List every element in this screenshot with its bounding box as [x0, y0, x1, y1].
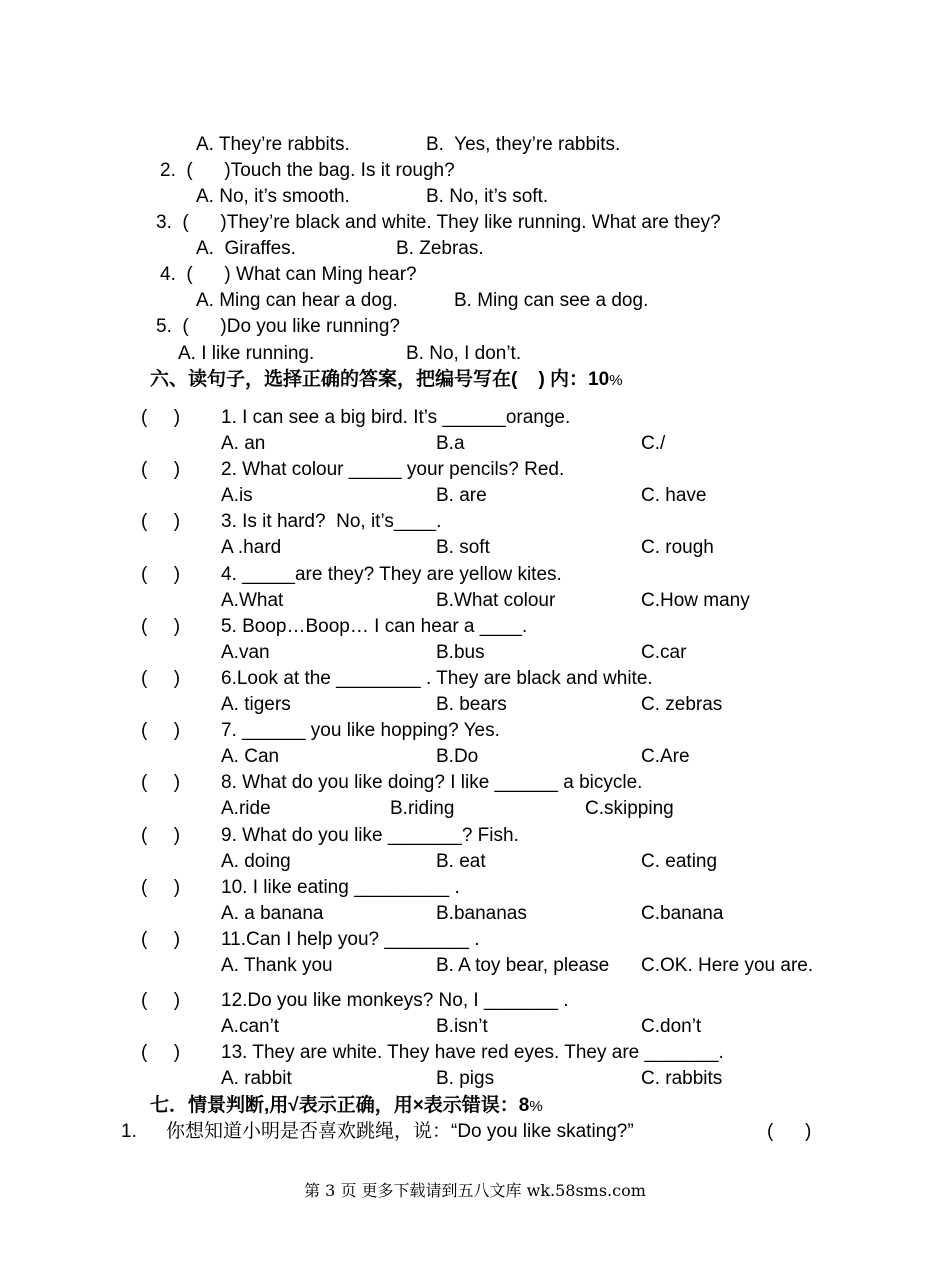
q4-option-a: A. Ming can hear a dog. — [196, 290, 398, 311]
option-b: B.Do — [436, 746, 479, 767]
option-b: B.riding — [390, 798, 455, 819]
q5-stem: 5. ( )Do you like running? — [156, 316, 400, 337]
option-c: C.OK. Here you are. — [641, 955, 814, 976]
option-b: B.What colour — [436, 590, 556, 611]
option-c: C. rough — [641, 537, 714, 558]
q5-option-b: B. No, I don’t. — [406, 343, 522, 364]
answer-paren: ( ) — [141, 668, 181, 689]
q3-option-b: B. Zebras. — [396, 238, 484, 259]
answer-paren: ( ) — [141, 720, 181, 741]
option-b: B.bus — [436, 642, 485, 663]
answer-paren: ( ) — [141, 407, 181, 428]
q4-option-b: B. Ming can see a dog. — [454, 290, 649, 311]
option-a: A.is — [221, 485, 253, 506]
option-c: C.banana — [641, 903, 724, 924]
option-c: C. zebras — [641, 694, 723, 715]
question-stem: 12.Do you like monkeys? No, I _______ . — [221, 990, 569, 1011]
section-6-heading-text: 六、读句子，选择正确的答案，把编号写在( ) 内：10 — [150, 369, 610, 390]
option-c: C. rabbits — [641, 1068, 723, 1089]
option-b: B. eat — [436, 851, 486, 872]
option-b: B. soft — [436, 537, 490, 558]
q5-option-a: A. I like running. — [178, 343, 315, 364]
question-stem: 4. _____are they? They are yellow kites. — [221, 564, 562, 585]
q2-option-a: A. No, it’s smooth. — [196, 186, 350, 207]
question-stem: 9. What do you like _______? Fish. — [221, 825, 519, 846]
percent-sign: % — [609, 372, 623, 389]
q1-option-a: A. They’re rabbits. — [196, 134, 350, 155]
option-c: C.Are — [641, 746, 690, 767]
option-b: B.bananas — [436, 903, 527, 924]
question-stem: 3. Is it hard? No, it’s____. — [221, 511, 442, 532]
section-7-heading-text: 七．情景判断,用√表示正确，用×表示错误：8 — [150, 1095, 530, 1116]
question-stem: 5. Boop…Boop… I can hear a ____. — [221, 616, 528, 637]
q3-stem: 3. ( )They’re black and white. They like running. What are they? — [156, 212, 721, 233]
answer-paren: ( ) — [141, 825, 181, 846]
answer-paren: ( ) — [141, 772, 181, 793]
option-a: A.ride — [221, 798, 271, 819]
option-a: A. tigers — [221, 694, 291, 715]
question-stem: 8. What do you like doing? I like ______ a bicycle. — [221, 772, 643, 793]
answer-paren: ( ) — [141, 877, 181, 898]
s7-item-1-number: 1. — [121, 1121, 137, 1142]
question-stem: 1. I can see a big bird. It’s ______orange. — [221, 407, 571, 428]
option-a: A. rabbit — [221, 1068, 292, 1089]
option-a: A.van — [221, 642, 270, 663]
option-c: C.How many — [641, 590, 750, 611]
option-a: A.can’t — [221, 1016, 280, 1037]
s7-item-1-answer-paren: ( ) — [767, 1121, 812, 1142]
option-a: A. Thank you — [221, 955, 333, 976]
option-a: A. a banana — [221, 903, 324, 924]
question-stem: 10. I like eating _________ . — [221, 877, 460, 898]
option-c: C./ — [641, 433, 666, 454]
section-6-heading — [150, 368, 623, 393]
option-c: C. eating — [641, 851, 718, 872]
option-c: C. have — [641, 485, 707, 506]
option-a: A. an — [221, 433, 266, 454]
page-footer: 第 3 页 更多下载请到五八文库 wk.58sms.com — [304, 1181, 646, 1200]
option-b: B. pigs — [436, 1068, 495, 1089]
option-c: C.skipping — [585, 798, 674, 819]
option-c: C.car — [641, 642, 687, 663]
option-b: B. bears — [436, 694, 507, 715]
option-a: A. doing — [221, 851, 291, 872]
question-stem: 13. They are white. They have red eyes. They are _______. — [221, 1042, 724, 1063]
q3-option-a: A. Giraffes. — [196, 238, 296, 259]
question-stem: 2. What colour _____ your pencils? Red. — [221, 459, 565, 480]
section-7-heading — [150, 1094, 543, 1119]
answer-paren: ( ) — [141, 511, 181, 532]
option-b: B.isn’t — [436, 1016, 488, 1037]
q2-option-b: B. No, it’s soft. — [426, 186, 549, 207]
option-b: B. A toy bear, please — [436, 955, 610, 976]
option-a: A .hard — [221, 537, 282, 558]
question-stem: 11.Can I help you? ________ . — [221, 929, 480, 950]
option-a: A.What — [221, 590, 284, 611]
s7-item-1-text: 你想知道小明是否喜欢跳绳，说：“Do you like skating?” — [166, 1121, 634, 1142]
answer-paren: ( ) — [141, 990, 181, 1011]
q1-option-b: B. Yes, they’re rabbits. — [426, 134, 621, 155]
option-b: B. are — [436, 485, 487, 506]
option-b: B.a — [436, 433, 465, 454]
answer-paren: ( ) — [141, 1042, 181, 1063]
answer-paren: ( ) — [141, 929, 181, 950]
option-a: A. Can — [221, 746, 280, 767]
percent-sign: % — [529, 1098, 543, 1115]
question-stem: 6.Look at the ________ . They are black and white. — [221, 668, 653, 689]
q4-stem: 4. ( ) What can Ming hear? — [160, 264, 417, 285]
option-c: C.don’t — [641, 1016, 702, 1037]
answer-paren: ( ) — [141, 564, 181, 585]
q2-stem: 2. ( )Touch the bag. Is it rough? — [160, 160, 455, 181]
question-stem: 7. ______ you like hopping? Yes. — [221, 720, 500, 741]
answer-paren: ( ) — [141, 616, 181, 637]
answer-paren: ( ) — [141, 459, 181, 480]
